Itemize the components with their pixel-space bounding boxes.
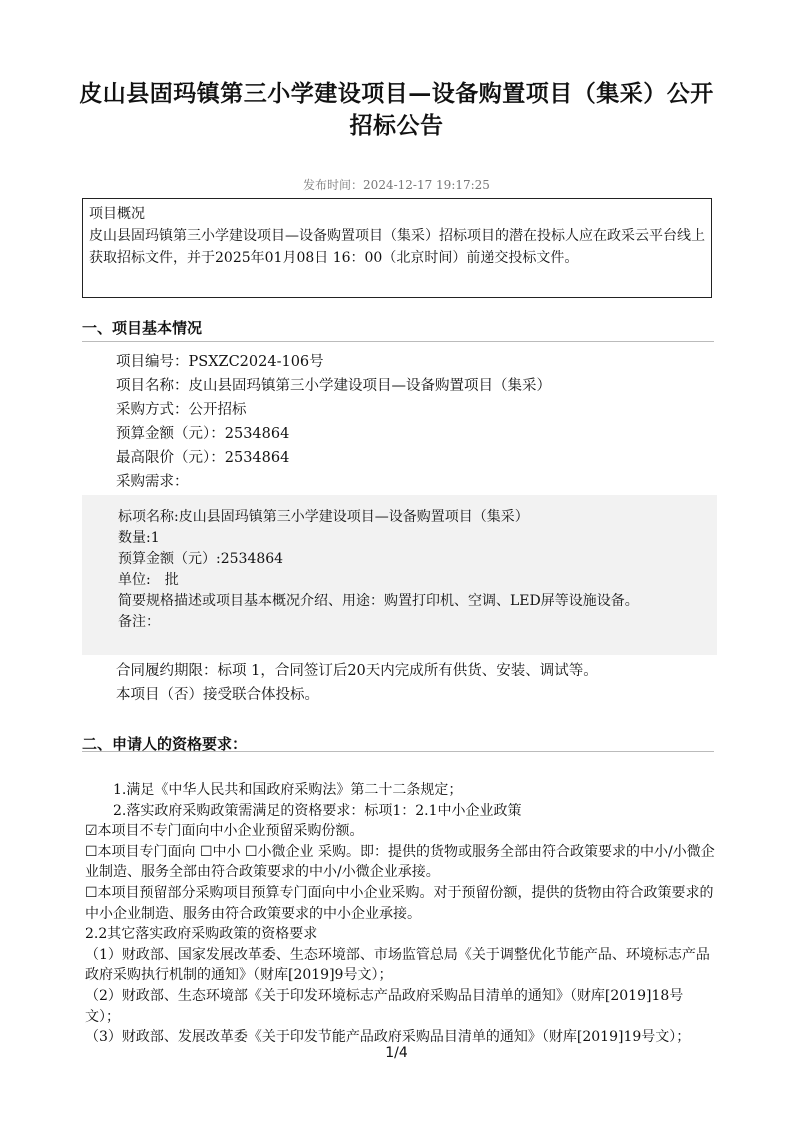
section1-divider [82,341,714,342]
overview-box [82,198,712,298]
qual-checkbox-not-reserved: ☑本项目不专门面向中小企业预留采购份额。 [85,823,364,840]
qual-item-2-2: 2.2其它落实政府采购政策的资格要求 [85,926,318,943]
demand-label: 采购需求： [116,474,189,490]
contract-period: 合同履约期限：标项 1，合同签订后20天内完成所有供货、安装、调试等。 [116,663,598,679]
section2-divider [82,751,714,752]
section2-heading: 二、申请人的资格要求： [82,735,248,753]
qual-checkbox-partial: ☐本项目预留部分采购项目预算专门面向中小企业采购。对于预留份额，提供的货物由符合政策要求的中小企业制造、服务由符合政策要求的中小企业承接。 [85,884,714,922]
overview-text: 皮山县固玛镇第三小学建设项目—设备购置项目（集采）招标项目的潜在投标人应在政采云平台线上获取招标文件，并于2025年01月08日 16：00（北京时间）前递交投标文件。 [89,228,705,266]
page-title [60,78,733,142]
budget-amount: 预算金额（元）：2534864 [116,426,290,442]
qual-item-doc-2: （2）财政部、生态环境部《关于印发环境标志产品政府采购品目清单的通知》（财库[2019]18号文）； [85,987,684,1025]
qual-item-doc-1: （1）财政部、国家发展改革委、生态环境部、市场监管总局《关于调整优化节能产品、环境标志产品政府采购执行机制的通知》（财库[2019]9号文）； [85,946,710,984]
title-line-1: 皮山县固玛镇第三小学建设项目—设备购置项目（集采）公开 [79,80,714,107]
lot-unit: 单位: 批 [118,572,179,588]
qual-checkbox-dedicated: ☐本项目专门面向 ☐中小 ☐小微企业 采购。即：提供的货物或服务全部由符合政策要求的中小/小微企业制造、服务全部由符合政策要求的中小/小微企业承接。 [85,843,715,881]
overview-heading: 项目概况 [89,206,145,222]
page-number: 1/4 [385,1045,408,1061]
lot-quantity: 数量:1 [118,530,160,546]
lot-name: 标项名称:皮山县固玛镇第三小学建设项目—设备购置项目（集采） [118,509,529,525]
publish-label: 发布时间： [303,178,364,192]
lot-remark: 备注： [118,614,160,630]
procurement-method: 采购方式：公开招标 [116,402,247,418]
lot-description: 简要规格描述或项目基本概况介绍、用途：购置打印机、空调、LED屏等设施设备。 [118,593,639,609]
publish-time [0,176,793,193]
qual-item-1: 1.满足《中华人民共和国政府采购法》第二十二条规定； [113,782,463,798]
project-name: 项目名称：皮山县固玛镇第三小学建设项目—设备购置项目（集采） [116,378,551,394]
lot-budget: 预算金额（元）:2534864 [118,551,284,567]
procurement-demand-box [82,495,717,655]
qualification-list [85,780,715,1048]
title-line-2: 招标公告 [349,112,444,139]
publish-value: 2024-12-17 19:17:25 [363,178,490,192]
max-price: 最高限价（元）：2534864 [116,450,290,466]
qual-item-2: 2.落实政府采购政策需满足的资格要求：标项1：2.1中小企业政策 [113,802,522,819]
section1-heading: 一、项目基本情况 [82,319,203,337]
consortium-note: 本项目（否）接受联合体投标。 [116,687,319,703]
project-number: 项目编号：PSXZC2024-106号 [116,354,324,370]
qual-item-doc-3: （3）财政部、发展改革委《关于印发节能产品政府采购品目清单的通知》（财库[2019]19号文）； [85,1029,691,1046]
